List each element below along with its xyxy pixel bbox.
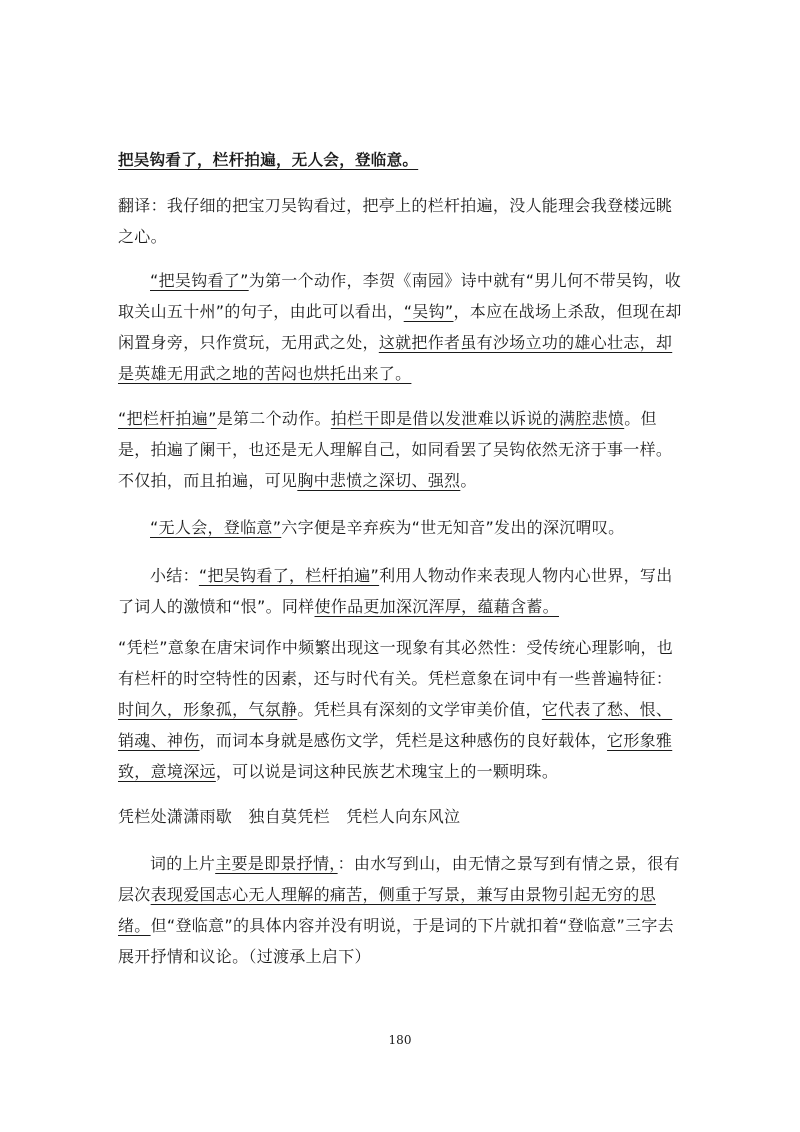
translation-paragraph: [118, 190, 684, 252]
underlined-phrase: 它代表了愁、恨、销魂、神伤: [118, 700, 673, 750]
underlined-phrase: 拍栏干即是借以发泄难以诉说的满腔悲愤: [330, 409, 625, 428]
underlined-phrase: “吴钩”: [403, 302, 454, 321]
paragraph-first-action: [118, 265, 684, 389]
paragraph-first-stanza: [118, 848, 684, 972]
plain-text: ：由水写到山，由无情之景写到有情之景，很有层次: [118, 854, 680, 904]
plain-text: 是第二个动作。: [216, 409, 331, 428]
translation-text: 翻译：我仔细的把宝刀吴钩看过，把亭上的栏杆拍遍，没人能理会我登楼远眺之心。: [118, 196, 673, 246]
heading-text: 把吴钩看了，栏杆拍遍，无人会，登临意。: [118, 151, 419, 169]
plain-text: “凭栏”意象在唐宋词作中频繁出现这一现象有其必然性：受传统心理影响，也有栏杆的时空特性的因素，还与时代有关。凭栏意象在词中有一些普遍特征：: [118, 638, 674, 688]
railing-examples: [118, 801, 684, 832]
plain-text: ，而词本身就是感伤文学，凭栏是这种感伤的良好载体，: [199, 731, 608, 750]
plain-text: 。但是，拍遍了阑干，也还是无人理解自己，如同看罢了吴钩依然无济于事一样。不仅拍，而且拍遍，可见: [118, 409, 673, 490]
section-heading: [118, 145, 684, 176]
plain-text: 为第一个动作，李贺《南园》诗中就有“男儿何不带吴钩，收取关山五十州”的句子，由此可以看出，: [118, 271, 682, 321]
paragraph-summary: [118, 560, 684, 622]
underlined-phrase: 胸中悲愤之深切、强烈: [297, 471, 461, 490]
underlined-phrase: “无人会，登临意”: [150, 518, 282, 537]
paragraph-railing-imagery: [118, 632, 684, 787]
plain-text: ，本应在战场上杀敌，但现在却闲置身旁，只作赏玩，无用武之处，: [118, 302, 682, 352]
underlined-phrase: 使作品更加深沉浑厚，蕴藉含蓄。: [314, 597, 559, 616]
page-number: 180: [388, 1033, 412, 1047]
plain-text: ，可以说是词这种民族艺术瑰宝上的一颗明珠。: [215, 762, 559, 781]
plain-text: 。: [460, 471, 477, 490]
underlined-phrase: “把吴钩看了”: [150, 271, 249, 290]
paragraph-second-action: [118, 403, 684, 496]
underlined-phrase: “把吴钩看了，栏杆拍遍”: [198, 566, 380, 585]
underlined-phrase: 主要是即景抒情，: [215, 854, 338, 873]
examples-text: 凭栏处潇潇雨歇 独自莫凭栏 凭栏人向东风泣: [118, 807, 461, 826]
paragraph-third-action: [118, 512, 684, 543]
underlined-phrase: 时间久，形象孤，气氛静: [118, 700, 298, 719]
underlined-phrase: “把栏杆拍遍”: [118, 409, 217, 428]
underlined-phrase: 表现爱国志心无人理解的痛苦，侧重于写景，兼写由景物引起无穷的思绪。: [118, 885, 656, 935]
plain-text: 词的上片: [150, 854, 216, 873]
summary-label: 小结：: [150, 566, 199, 585]
underlined-phrase: 这就把作者虽有沙场立功的雄心壮志，却是英雄无用武之地的苦闷也烘托出来了。: [118, 333, 673, 383]
plain-text: 但“登临意”的具体内容并没有明说，于是词的下片就扣着“登临意”三字去展开抒情和议论。（过渡承上启下）: [118, 916, 674, 966]
plain-text: 。凭栏具有深刻的文学审美价值，: [297, 700, 542, 719]
plain-text: 六字便是辛弃疾为“世无知音”发出的深沉喟叹。: [281, 518, 625, 537]
plain-text: 利用人物动作来表现人物内心世界，写出了词人的激愤和“恨”。同样: [118, 566, 673, 616]
underlined-phrase: 它形象雅致，意境深远: [118, 731, 673, 781]
